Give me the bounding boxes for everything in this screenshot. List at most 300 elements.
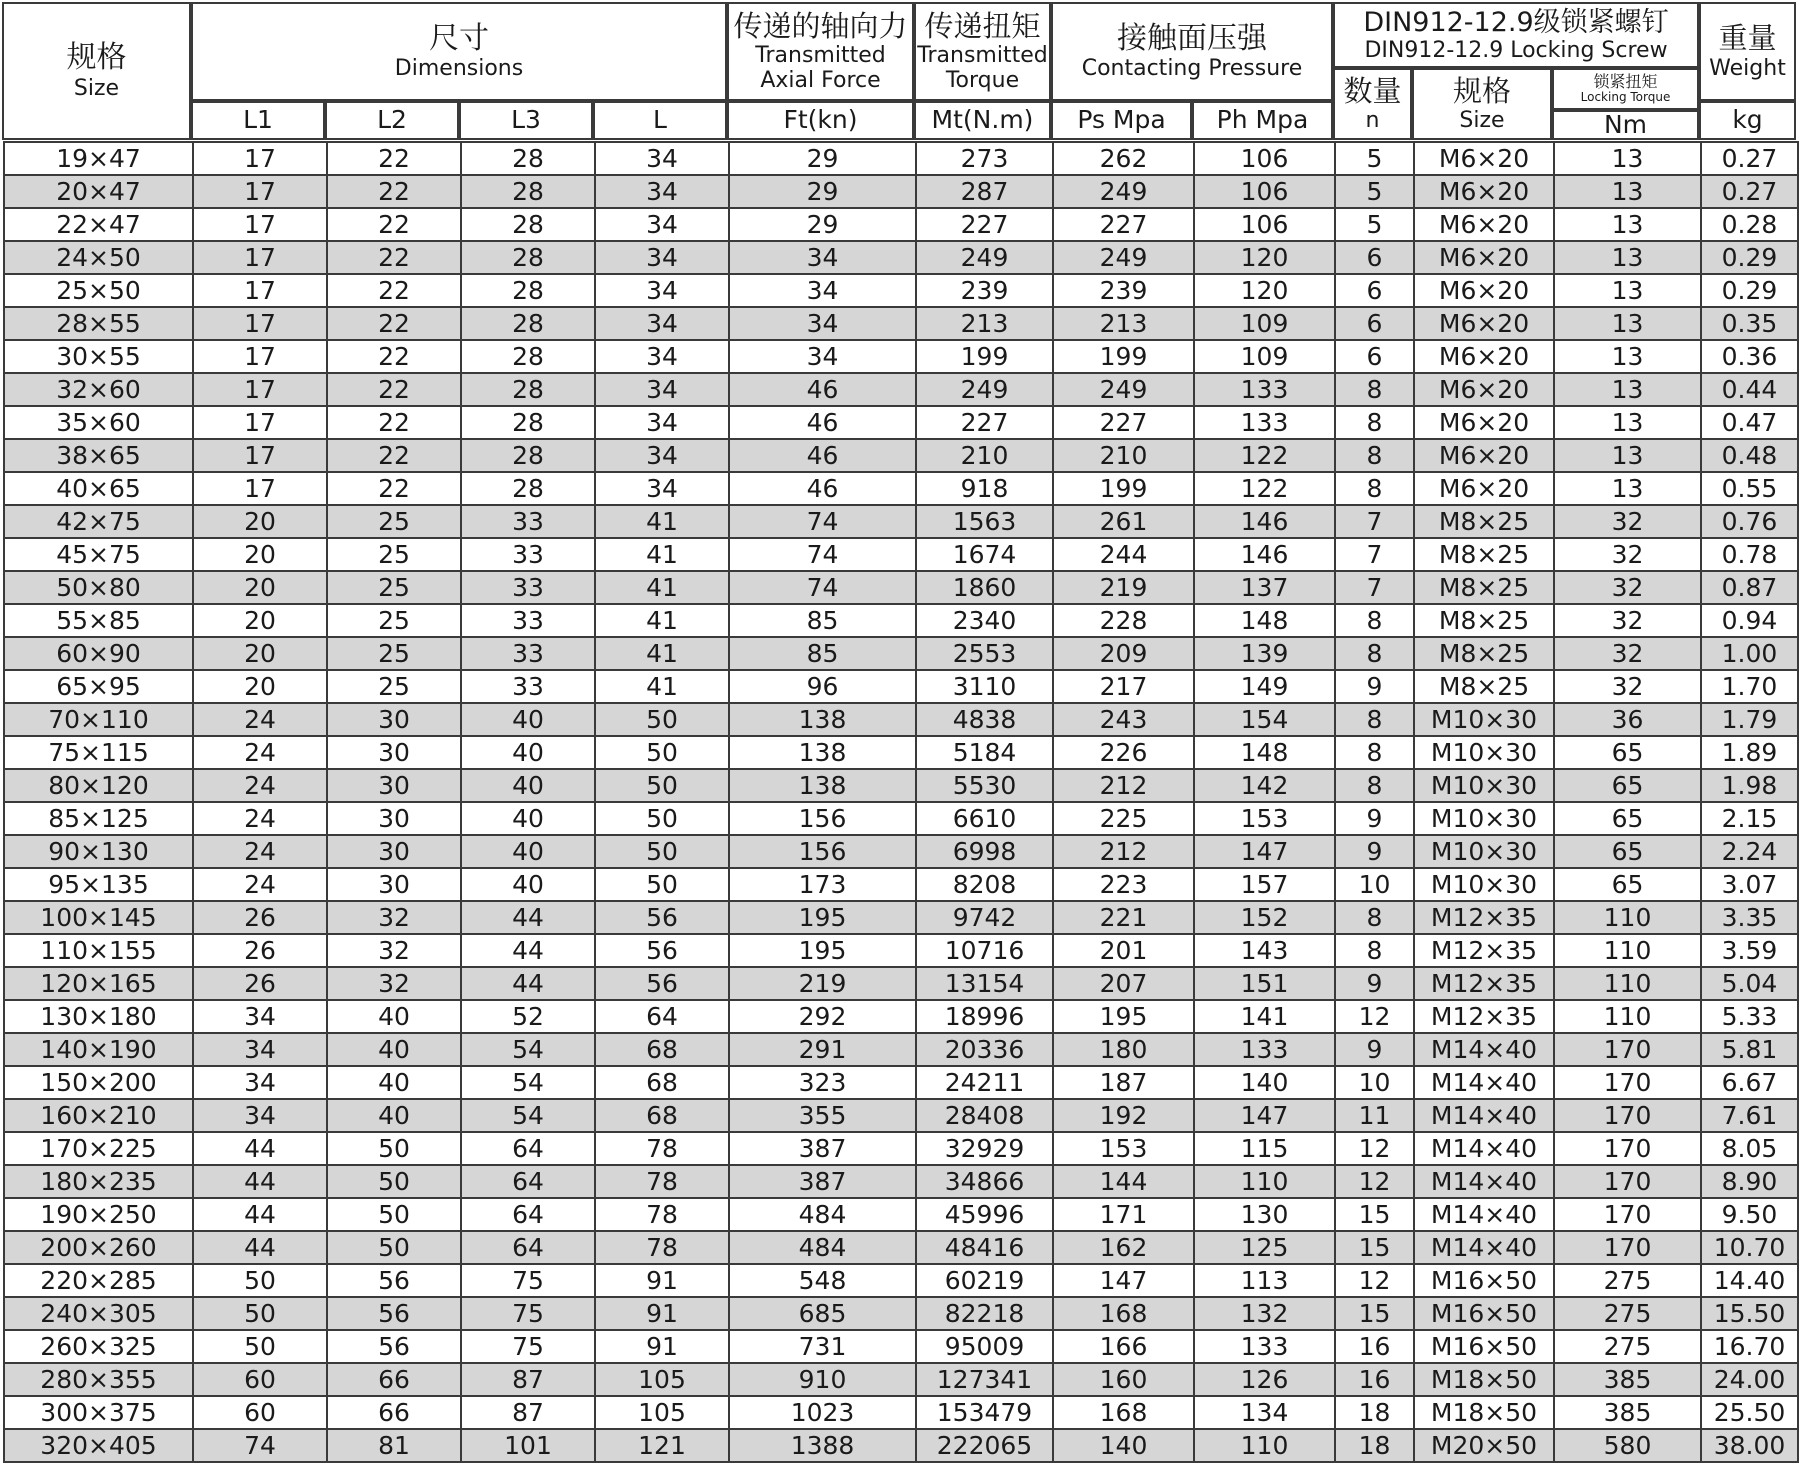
pressure-header-en: Contacting Pressure <box>1081 56 1303 82</box>
cell-ps: 262 <box>1053 142 1194 175</box>
cell-lock-torque: 13 <box>1554 241 1701 274</box>
cell-screw-size: M12×35 <box>1414 1000 1554 1033</box>
cell-qty: 16 <box>1335 1363 1414 1396</box>
cell-lock-torque: 65 <box>1554 835 1701 868</box>
cell-l3: 44 <box>461 934 595 967</box>
cell-l: 91 <box>595 1264 729 1297</box>
cell-qty: 5 <box>1335 175 1414 208</box>
cell-l3: 64 <box>461 1132 595 1165</box>
l2-label: L2 <box>377 105 407 135</box>
cell-l2: 40 <box>327 1000 461 1033</box>
lock-torque-header-en: Locking Torque <box>1580 90 1671 105</box>
cell-mt: 213 <box>916 307 1053 340</box>
cell-l1: 24 <box>193 703 327 736</box>
cell-ps: 212 <box>1053 769 1194 802</box>
cell-l1: 17 <box>193 340 327 373</box>
cell-mt: 5530 <box>916 769 1053 802</box>
cell-l3: 40 <box>461 802 595 835</box>
cell-mt: 24211 <box>916 1066 1053 1099</box>
cell-qty: 8 <box>1335 406 1414 439</box>
cell-qty: 8 <box>1335 703 1414 736</box>
cell-ph: 122 <box>1194 439 1335 472</box>
header-overlay <box>3 3 1797 141</box>
cell-ft: 484 <box>729 1198 916 1231</box>
ps-header <box>1051 101 1192 140</box>
cell-size: 25×50 <box>4 274 193 307</box>
cell-ps: 209 <box>1053 637 1194 670</box>
weight-header <box>1699 2 1796 101</box>
cell-ps: 249 <box>1053 175 1194 208</box>
cell-l3: 75 <box>461 1330 595 1363</box>
l1-header <box>191 101 325 140</box>
cell-size: 40×65 <box>4 472 193 505</box>
cell-l1: 17 <box>193 307 327 340</box>
cell-ps: 168 <box>1053 1396 1194 1429</box>
cell-lock-torque: 36 <box>1554 703 1701 736</box>
cell-weight: 1.89 <box>1701 736 1798 769</box>
cell-size: 75×115 <box>4 736 193 769</box>
table-row <box>4 736 1798 769</box>
cell-l3: 75 <box>461 1264 595 1297</box>
cell-weight: 0.28 <box>1701 208 1798 241</box>
kg-label: kg <box>1732 105 1763 135</box>
cell-lock-torque: 170 <box>1554 1231 1701 1264</box>
table-row <box>4 439 1798 472</box>
cell-ph: 139 <box>1194 637 1335 670</box>
cell-weight: 0.94 <box>1701 604 1798 637</box>
cell-qty: 9 <box>1335 1033 1414 1066</box>
cell-size: 22×47 <box>4 208 193 241</box>
cell-ph: 106 <box>1194 142 1335 175</box>
table-row <box>4 604 1798 637</box>
cell-ps: 199 <box>1053 340 1194 373</box>
cell-qty: 6 <box>1335 241 1414 274</box>
cell-qty: 10 <box>1335 1066 1414 1099</box>
cell-ph: 133 <box>1194 1033 1335 1066</box>
cell-size: 35×60 <box>4 406 193 439</box>
cell-size: 20×47 <box>4 175 193 208</box>
cell-weight: 6.67 <box>1701 1066 1798 1099</box>
cell-screw-size: M14×40 <box>1414 1132 1554 1165</box>
cell-l1: 17 <box>193 274 327 307</box>
cell-l2: 30 <box>327 703 461 736</box>
cell-ph: 146 <box>1194 505 1335 538</box>
cell-mt: 34866 <box>916 1165 1053 1198</box>
cell-weight: 0.78 <box>1701 538 1798 571</box>
cell-lock-torque: 110 <box>1554 901 1701 934</box>
cell-l2: 40 <box>327 1066 461 1099</box>
cell-ft: 548 <box>729 1264 916 1297</box>
size-header-zh: 规格 <box>66 40 127 76</box>
cell-ph: 146 <box>1194 538 1335 571</box>
cell-lock-torque: 65 <box>1554 868 1701 901</box>
table-row <box>4 670 1798 703</box>
dimensions-header-zh: 尺寸 <box>429 20 489 56</box>
cell-l3: 64 <box>461 1165 595 1198</box>
cell-ft: 34 <box>729 307 916 340</box>
cell-l3: 28 <box>461 373 595 406</box>
cell-ps: 221 <box>1053 901 1194 934</box>
cell-mt: 239 <box>916 274 1053 307</box>
cell-mt: 1563 <box>916 505 1053 538</box>
qty-header-en: n <box>1365 108 1380 134</box>
cell-ph: 120 <box>1194 241 1335 274</box>
cell-screw-size: M6×20 <box>1414 142 1554 175</box>
cell-size: 30×55 <box>4 340 193 373</box>
cell-ph: 137 <box>1194 571 1335 604</box>
cell-mt: 20336 <box>916 1033 1053 1066</box>
cell-mt: 249 <box>916 373 1053 406</box>
l1-label: L1 <box>243 105 273 135</box>
cell-ft: 46 <box>729 373 916 406</box>
cell-qty: 9 <box>1335 802 1414 835</box>
cell-l: 34 <box>595 142 729 175</box>
cell-size: 190×250 <box>4 1198 193 1231</box>
table-row <box>4 1297 1798 1330</box>
cell-qty: 15 <box>1335 1231 1414 1264</box>
cell-lock-torque: 13 <box>1554 208 1701 241</box>
cell-screw-size: M8×25 <box>1414 538 1554 571</box>
cell-lock-torque: 275 <box>1554 1330 1701 1363</box>
cell-lock-torque: 65 <box>1554 736 1701 769</box>
cell-l2: 25 <box>327 571 461 604</box>
cell-ft: 34 <box>729 241 916 274</box>
cell-screw-size: M8×25 <box>1414 670 1554 703</box>
cell-lock-torque: 65 <box>1554 802 1701 835</box>
cell-lock-torque: 170 <box>1554 1066 1701 1099</box>
cell-ft: 138 <box>729 703 916 736</box>
cell-lock-torque: 110 <box>1554 967 1701 1000</box>
cell-ps: 180 <box>1053 1033 1194 1066</box>
cell-l: 56 <box>595 901 729 934</box>
cell-l1: 34 <box>193 1099 327 1132</box>
cell-ph: 147 <box>1194 1099 1335 1132</box>
cell-ps: 160 <box>1053 1363 1194 1396</box>
cell-screw-size: M6×20 <box>1414 340 1554 373</box>
cell-l: 50 <box>595 769 729 802</box>
cell-l1: 17 <box>193 373 327 406</box>
cell-mt: 95009 <box>916 1330 1053 1363</box>
cell-l3: 33 <box>461 637 595 670</box>
cell-ps: 187 <box>1053 1066 1194 1099</box>
cell-ft: 29 <box>729 142 916 175</box>
cell-screw-size: M16×50 <box>1414 1330 1554 1363</box>
cell-size: 85×125 <box>4 802 193 835</box>
cell-screw-size: M20×50 <box>1414 1429 1554 1462</box>
cell-weight: 0.76 <box>1701 505 1798 538</box>
table-row <box>4 1264 1798 1297</box>
cell-weight: 7.61 <box>1701 1099 1798 1132</box>
cell-l1: 24 <box>193 769 327 802</box>
cell-ps: 199 <box>1053 472 1194 505</box>
cell-screw-size: M6×20 <box>1414 175 1554 208</box>
cell-ps: 227 <box>1053 208 1194 241</box>
cell-ft: 74 <box>729 538 916 571</box>
cell-l: 41 <box>595 505 729 538</box>
cell-ps: 195 <box>1053 1000 1194 1033</box>
table-row <box>4 406 1798 439</box>
cell-qty: 6 <box>1335 274 1414 307</box>
cell-weight: 15.50 <box>1701 1297 1798 1330</box>
torque-header <box>914 2 1051 101</box>
cell-lock-torque: 110 <box>1554 1000 1701 1033</box>
table-row <box>4 1099 1798 1132</box>
cell-l2: 32 <box>327 901 461 934</box>
cell-size: 55×85 <box>4 604 193 637</box>
cell-ps: 144 <box>1053 1165 1194 1198</box>
table-row <box>4 1165 1798 1198</box>
cell-ph: 133 <box>1194 406 1335 439</box>
table-row <box>4 769 1798 802</box>
cell-weight: 0.48 <box>1701 439 1798 472</box>
table-row <box>4 1066 1798 1099</box>
ph-label: Ph Mpa <box>1216 105 1309 135</box>
cell-ft: 29 <box>729 175 916 208</box>
cell-ph: 130 <box>1194 1198 1335 1231</box>
cell-ph: 147 <box>1194 835 1335 868</box>
cell-l3: 33 <box>461 670 595 703</box>
cell-l: 34 <box>595 472 729 505</box>
cell-ph: 113 <box>1194 1264 1335 1297</box>
axial-force-header-en1: Transmitted <box>755 42 886 68</box>
kg-header <box>1699 101 1796 140</box>
l3-header <box>459 101 593 140</box>
cell-weight: 9.50 <box>1701 1198 1798 1231</box>
cell-l: 34 <box>595 274 729 307</box>
cell-ft: 156 <box>729 835 916 868</box>
cell-l: 34 <box>595 241 729 274</box>
cell-size: 260×325 <box>4 1330 193 1363</box>
cell-qty: 9 <box>1335 967 1414 1000</box>
cell-size: 28×55 <box>4 307 193 340</box>
cell-qty: 8 <box>1335 604 1414 637</box>
cell-screw-size: M6×20 <box>1414 307 1554 340</box>
cell-weight: 0.36 <box>1701 340 1798 373</box>
cell-weight: 0.44 <box>1701 373 1798 406</box>
cell-l: 78 <box>595 1198 729 1231</box>
screw-size-header-zh: 规格 <box>1452 73 1511 108</box>
cell-l1: 26 <box>193 934 327 967</box>
table-row <box>4 802 1798 835</box>
table-row <box>4 1363 1798 1396</box>
cell-size: 120×165 <box>4 967 193 1000</box>
cell-weight: 24.00 <box>1701 1363 1798 1396</box>
cell-ps: 212 <box>1053 835 1194 868</box>
cell-lock-torque: 13 <box>1554 373 1701 406</box>
cell-size: 140×190 <box>4 1033 193 1066</box>
cell-l3: 33 <box>461 571 595 604</box>
cell-l1: 60 <box>193 1396 327 1429</box>
cell-screw-size: M8×25 <box>1414 604 1554 637</box>
cell-ps: 226 <box>1053 736 1194 769</box>
cell-weight: 5.04 <box>1701 967 1798 1000</box>
cell-ft: 85 <box>729 637 916 670</box>
cell-l1: 17 <box>193 406 327 439</box>
cell-l3: 28 <box>461 241 595 274</box>
cell-weight: 14.40 <box>1701 1264 1798 1297</box>
cell-qty: 6 <box>1335 307 1414 340</box>
cell-ft: 195 <box>729 901 916 934</box>
cell-ft: 1388 <box>729 1429 916 1462</box>
cell-weight: 8.05 <box>1701 1132 1798 1165</box>
cell-l3: 33 <box>461 604 595 637</box>
cell-screw-size: M6×20 <box>1414 406 1554 439</box>
cell-lock-torque: 13 <box>1554 340 1701 373</box>
ft-header <box>727 101 914 140</box>
cell-l: 41 <box>595 637 729 670</box>
cell-lock-torque: 32 <box>1554 637 1701 670</box>
cell-l1: 17 <box>193 241 327 274</box>
cell-weight: 5.81 <box>1701 1033 1798 1066</box>
cell-mt: 210 <box>916 439 1053 472</box>
cell-l2: 25 <box>327 670 461 703</box>
cell-ps: 207 <box>1053 967 1194 1000</box>
cell-ft: 1023 <box>729 1396 916 1429</box>
cell-lock-torque: 385 <box>1554 1363 1701 1396</box>
cell-l2: 40 <box>327 1099 461 1132</box>
cell-l3: 52 <box>461 1000 595 1033</box>
cell-l2: 22 <box>327 472 461 505</box>
cell-l1: 20 <box>193 571 327 604</box>
cell-ft: 292 <box>729 1000 916 1033</box>
cell-l2: 22 <box>327 274 461 307</box>
cell-lock-torque: 65 <box>1554 769 1701 802</box>
cell-l3: 28 <box>461 406 595 439</box>
cell-l2: 30 <box>327 835 461 868</box>
table-row <box>4 703 1798 736</box>
cell-mt: 32929 <box>916 1132 1053 1165</box>
cell-l2: 30 <box>327 802 461 835</box>
cell-lock-torque: 13 <box>1554 142 1701 175</box>
cell-l3: 75 <box>461 1297 595 1330</box>
cell-ft: 685 <box>729 1297 916 1330</box>
cell-qty: 8 <box>1335 901 1414 934</box>
cell-qty: 7 <box>1335 538 1414 571</box>
cell-mt: 45996 <box>916 1198 1053 1231</box>
cell-lock-torque: 170 <box>1554 1099 1701 1132</box>
table-row <box>4 571 1798 604</box>
cell-l: 68 <box>595 1033 729 1066</box>
cell-qty: 15 <box>1335 1297 1414 1330</box>
cell-size: 320×405 <box>4 1429 193 1462</box>
cell-l: 56 <box>595 967 729 1000</box>
cell-screw-size: M14×40 <box>1414 1099 1554 1132</box>
cell-ph: 157 <box>1194 868 1335 901</box>
cell-l2: 81 <box>327 1429 461 1462</box>
screw-size-header-en: Size <box>1459 108 1505 134</box>
cell-lock-torque: 275 <box>1554 1264 1701 1297</box>
cell-l3: 28 <box>461 439 595 472</box>
cell-size: 240×305 <box>4 1297 193 1330</box>
cell-l: 105 <box>595 1396 729 1429</box>
pressure-header-zh: 接触面压强 <box>1117 20 1267 56</box>
cell-l2: 22 <box>327 241 461 274</box>
cell-ps: 153 <box>1053 1132 1194 1165</box>
cell-ph: 148 <box>1194 604 1335 637</box>
cell-mt: 1860 <box>916 571 1053 604</box>
cell-l: 34 <box>595 208 729 241</box>
cell-screw-size: M12×35 <box>1414 934 1554 967</box>
cell-weight: 8.90 <box>1701 1165 1798 1198</box>
cell-ph: 140 <box>1194 1066 1335 1099</box>
cell-qty: 8 <box>1335 736 1414 769</box>
cell-l1: 17 <box>193 472 327 505</box>
cell-ph: 110 <box>1194 1429 1335 1462</box>
cell-screw-size: M10×30 <box>1414 736 1554 769</box>
cell-mt: 5184 <box>916 736 1053 769</box>
cell-weight: 3.59 <box>1701 934 1798 967</box>
cell-screw-size: M18×50 <box>1414 1363 1554 1396</box>
cell-l1: 24 <box>193 802 327 835</box>
table-row <box>4 1330 1798 1363</box>
cell-size: 110×155 <box>4 934 193 967</box>
cell-ph: 133 <box>1194 1330 1335 1363</box>
cell-l: 50 <box>595 736 729 769</box>
cell-ft: 96 <box>729 670 916 703</box>
cell-l1: 17 <box>193 142 327 175</box>
cell-screw-size: M14×40 <box>1414 1033 1554 1066</box>
cell-qty: 8 <box>1335 472 1414 505</box>
cell-lock-torque: 13 <box>1554 175 1701 208</box>
cell-ph: 148 <box>1194 736 1335 769</box>
cell-size: 160×210 <box>4 1099 193 1132</box>
cell-l1: 34 <box>193 1033 327 1066</box>
cell-ft: 195 <box>729 934 916 967</box>
cell-l2: 32 <box>327 934 461 967</box>
qty-header <box>1333 68 1412 140</box>
cell-ft: 387 <box>729 1165 916 1198</box>
cell-l1: 20 <box>193 604 327 637</box>
cell-ph: 115 <box>1194 1132 1335 1165</box>
cell-l3: 64 <box>461 1198 595 1231</box>
cell-size: 80×120 <box>4 769 193 802</box>
cell-qty: 9 <box>1335 670 1414 703</box>
cell-l3: 28 <box>461 274 595 307</box>
cell-ft: 46 <box>729 406 916 439</box>
ph-header <box>1192 101 1333 140</box>
cell-l1: 24 <box>193 868 327 901</box>
cell-l1: 17 <box>193 175 327 208</box>
cell-l2: 22 <box>327 406 461 439</box>
table-row <box>4 1396 1798 1429</box>
cell-ph: 143 <box>1194 934 1335 967</box>
cell-weight: 0.87 <box>1701 571 1798 604</box>
cell-ps: 210 <box>1053 439 1194 472</box>
cell-l2: 32 <box>327 967 461 1000</box>
cell-l2: 50 <box>327 1198 461 1231</box>
screw-header-zh: DIN912-12.9级锁紧螺钉 <box>1363 6 1669 38</box>
cell-l: 34 <box>595 439 729 472</box>
cell-qty: 5 <box>1335 208 1414 241</box>
cell-l2: 25 <box>327 538 461 571</box>
table-row <box>4 835 1798 868</box>
cell-l1: 17 <box>193 208 327 241</box>
lock-torque-unit-label: Nm <box>1603 110 1648 139</box>
cell-l1: 24 <box>193 736 327 769</box>
cell-ps: 213 <box>1053 307 1194 340</box>
cell-mt: 227 <box>916 208 1053 241</box>
cell-ps: 227 <box>1053 406 1194 439</box>
cell-mt: 6998 <box>916 835 1053 868</box>
cell-l2: 50 <box>327 1231 461 1264</box>
table-row <box>4 637 1798 670</box>
cell-l2: 22 <box>327 439 461 472</box>
size-header-en: Size <box>73 75 120 101</box>
cell-l: 50 <box>595 703 729 736</box>
cell-l: 34 <box>595 340 729 373</box>
cell-ps: 223 <box>1053 868 1194 901</box>
cell-size: 90×130 <box>4 835 193 868</box>
